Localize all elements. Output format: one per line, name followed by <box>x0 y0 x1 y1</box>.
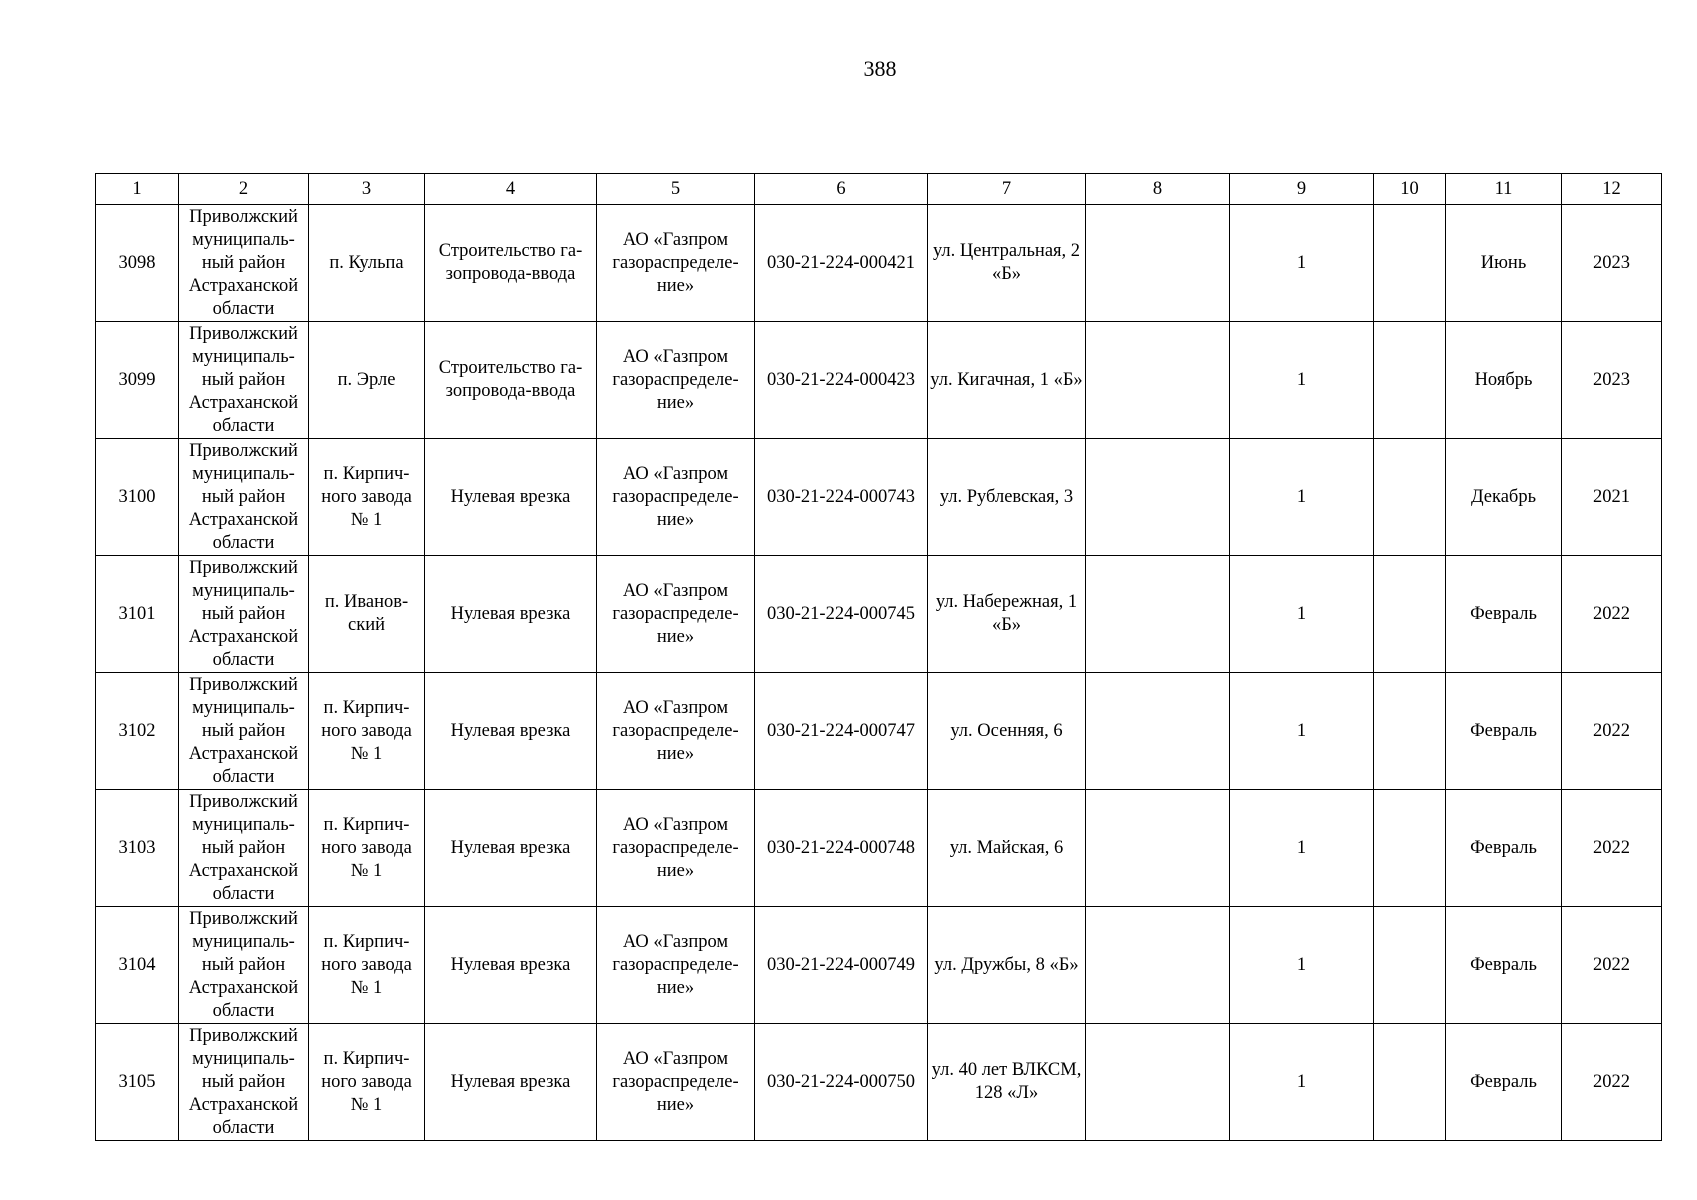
organization-cell: АО «Газпром газораспределе-ние» <box>597 205 755 322</box>
organization-cell: АО «Газпром газораспределе-ние» <box>597 1024 755 1141</box>
district-cell: Приволжский муниципаль-ный район Астраханской области <box>179 556 309 673</box>
district-cell: Приволжский муниципаль-ный район Астраханской области <box>179 322 309 439</box>
row-number: 3105 <box>96 1024 179 1141</box>
district-cell: Приволжский муниципаль-ный район Астраханской области <box>179 1024 309 1141</box>
column-8-cell <box>1086 205 1230 322</box>
column-10-cell <box>1374 439 1446 556</box>
organization-cell: АО «Газпром газораспределе-ние» <box>597 439 755 556</box>
object-code-cell: 030-21-224-000750 <box>755 1024 928 1141</box>
column-8-cell <box>1086 439 1230 556</box>
row-number: 3103 <box>96 790 179 907</box>
organization-cell: АО «Газпром газораспределе-ние» <box>597 556 755 673</box>
column-header: 9 <box>1230 174 1374 205</box>
year-cell: 2023 <box>1562 205 1662 322</box>
column-number-row <box>96 174 1662 205</box>
address-cell: ул. Кигачная, 1 «Б» <box>928 322 1086 439</box>
year-cell: 2022 <box>1562 673 1662 790</box>
year-cell: 2021 <box>1562 439 1662 556</box>
settlement-cell: п. Иванов-ский <box>309 556 425 673</box>
settlement-cell: п. Кирпич-ного завода № 1 <box>309 790 425 907</box>
column-10-cell <box>1374 322 1446 439</box>
column-header: 3 <box>309 174 425 205</box>
month-cell: Февраль <box>1446 790 1562 907</box>
column-9-cell: 1 <box>1230 790 1374 907</box>
work-type-cell: Нулевая врезка <box>425 673 597 790</box>
object-code-cell: 030-21-224-000745 <box>755 556 928 673</box>
row-number: 3104 <box>96 907 179 1024</box>
district-cell: Приволжский муниципаль-ный район Астраханской области <box>179 790 309 907</box>
column-10-cell <box>1374 1024 1446 1141</box>
page-number: 388 <box>863 56 897 81</box>
column-header: 8 <box>1086 174 1230 205</box>
district-cell: Приволжский муниципаль-ный район Астраханской области <box>179 205 309 322</box>
organization-cell: АО «Газпром газораспределе-ние» <box>597 907 755 1024</box>
organization-cell: АО «Газпром газораспределе-ние» <box>597 790 755 907</box>
month-cell: Июнь <box>1446 205 1562 322</box>
column-header: 2 <box>179 174 309 205</box>
table-row <box>96 790 1662 907</box>
settlement-cell: п. Кирпич-ного завода № 1 <box>309 673 425 790</box>
month-cell: Февраль <box>1446 1024 1562 1141</box>
organization-cell: АО «Газпром газораспределе-ние» <box>597 673 755 790</box>
address-cell: ул. Набережная, 1 «Б» <box>928 556 1086 673</box>
work-type-cell: Строительство га-зопровода-ввода <box>425 205 597 322</box>
object-code-cell: 030-21-224-000423 <box>755 322 928 439</box>
settlement-cell: п. Кирпич-ного завода № 1 <box>309 1024 425 1141</box>
column-9-cell: 1 <box>1230 907 1374 1024</box>
column-header: 1 <box>96 174 179 205</box>
month-cell: Февраль <box>1446 556 1562 673</box>
address-cell: ул. Майская, 6 <box>928 790 1086 907</box>
settlement-cell: п. Эрле <box>309 322 425 439</box>
column-8-cell <box>1086 673 1230 790</box>
address-cell: ул. Рублевская, 3 <box>928 439 1086 556</box>
column-header: 10 <box>1374 174 1446 205</box>
work-type-cell: Нулевая врезка <box>425 790 597 907</box>
year-cell: 2023 <box>1562 322 1662 439</box>
district-cell: Приволжский муниципаль-ный район Астраханской области <box>179 673 309 790</box>
column-10-cell <box>1374 205 1446 322</box>
table-row <box>96 907 1662 1024</box>
column-9-cell: 1 <box>1230 1024 1374 1141</box>
work-type-cell: Нулевая врезка <box>425 907 597 1024</box>
month-cell: Февраль <box>1446 673 1562 790</box>
row-number: 3099 <box>96 322 179 439</box>
column-header: 11 <box>1446 174 1562 205</box>
column-header: 6 <box>755 174 928 205</box>
table-row <box>96 1024 1662 1141</box>
district-cell: Приволжский муниципаль-ный район Астраханской области <box>179 907 309 1024</box>
column-header: 5 <box>597 174 755 205</box>
address-cell: ул. Центральная, 2 «Б» <box>928 205 1086 322</box>
column-9-cell: 1 <box>1230 322 1374 439</box>
row-number: 3100 <box>96 439 179 556</box>
row-number: 3101 <box>96 556 179 673</box>
year-cell: 2022 <box>1562 907 1662 1024</box>
year-cell: 2022 <box>1562 790 1662 907</box>
column-9-cell: 1 <box>1230 556 1374 673</box>
column-8-cell <box>1086 556 1230 673</box>
object-code-cell: 030-21-224-000743 <box>755 439 928 556</box>
column-header: 7 <box>928 174 1086 205</box>
work-type-cell: Строительство га-зопровода-ввода <box>425 322 597 439</box>
column-8-cell <box>1086 322 1230 439</box>
column-9-cell: 1 <box>1230 205 1374 322</box>
column-header: 4 <box>425 174 597 205</box>
settlement-cell: п. Кирпич-ного завода № 1 <box>309 439 425 556</box>
column-9-cell: 1 <box>1230 439 1374 556</box>
table-row <box>96 322 1662 439</box>
work-type-cell: Нулевая врезка <box>425 1024 597 1141</box>
month-cell: Декабрь <box>1446 439 1562 556</box>
column-9-cell: 1 <box>1230 673 1374 790</box>
address-cell: ул. 40 лет ВЛКСМ, 128 «Л» <box>928 1024 1086 1141</box>
object-code-cell: 030-21-224-000747 <box>755 673 928 790</box>
table-row <box>96 556 1662 673</box>
year-cell: 2022 <box>1562 1024 1662 1141</box>
object-code-cell: 030-21-224-000421 <box>755 205 928 322</box>
address-cell: ул. Осенняя, 6 <box>928 673 1086 790</box>
address-cell: ул. Дружбы, 8 «Б» <box>928 907 1086 1024</box>
column-10-cell <box>1374 790 1446 907</box>
month-cell: Февраль <box>1446 907 1562 1024</box>
column-8-cell <box>1086 1024 1230 1141</box>
work-type-cell: Нулевая врезка <box>425 556 597 673</box>
object-code-cell: 030-21-224-000749 <box>755 907 928 1024</box>
table-row <box>96 205 1662 322</box>
organization-cell: АО «Газпром газораспределе-ние» <box>597 322 755 439</box>
settlement-cell: п. Кульпа <box>309 205 425 322</box>
column-10-cell <box>1374 907 1446 1024</box>
work-type-cell: Нулевая врезка <box>425 439 597 556</box>
column-header: 12 <box>1562 174 1662 205</box>
object-code-cell: 030-21-224-000748 <box>755 790 928 907</box>
settlement-cell: п. Кирпич-ного завода № 1 <box>309 907 425 1024</box>
month-cell: Ноябрь <box>1446 322 1562 439</box>
row-number: 3102 <box>96 673 179 790</box>
district-cell: Приволжский муниципаль-ный район Астраханской области <box>179 439 309 556</box>
column-10-cell <box>1374 556 1446 673</box>
table-row <box>96 673 1662 790</box>
column-10-cell <box>1374 673 1446 790</box>
row-number: 3098 <box>96 205 179 322</box>
year-cell: 2022 <box>1562 556 1662 673</box>
table-row <box>96 439 1662 556</box>
gas-connection-table <box>95 173 1662 1141</box>
column-8-cell <box>1086 907 1230 1024</box>
column-8-cell <box>1086 790 1230 907</box>
